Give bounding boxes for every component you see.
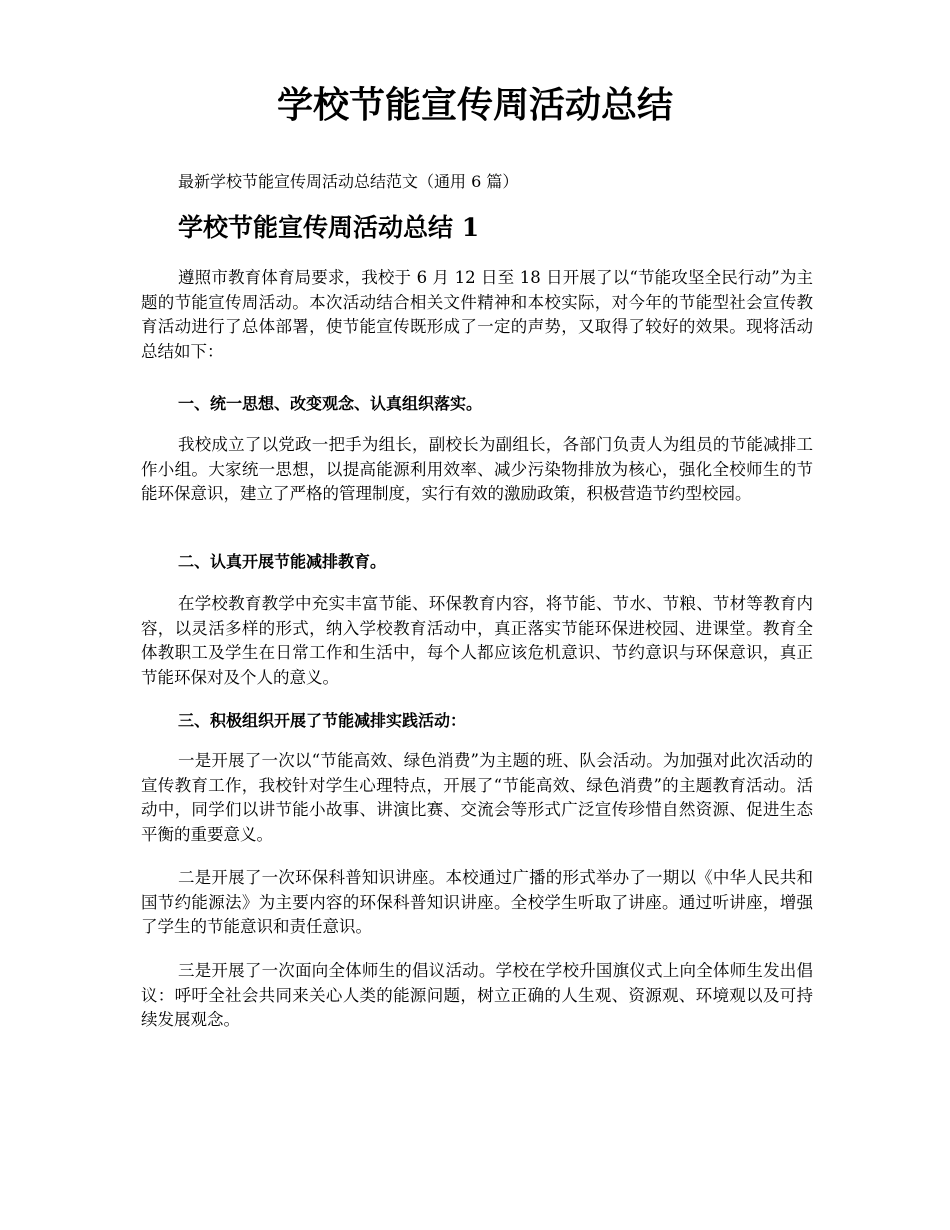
document-title: 学校节能宣传周活动总结 — [276, 84, 673, 126]
paragraph-3: 一是开展了一次以“节能高效、绿色消费”为主题的班、队会活动。为加强对此次活动的宣传教育工作，我校针对学生心理特点，开展了“节能高效、绿色消费”的主题教育活动。活动中，同学们以讲节能小故事、讲演比赛、交流会等形式广泛宣传珍惜自然资源、促进生态平衡的重要意义。 — [141, 751, 813, 844]
subheading-3: 三、积极组织开展了节能减排实践活动： — [178, 711, 467, 730]
paragraph-2: 在学校教育教学中充实丰富节能、环保教育内容，将节能、节水、节粮、节材等教育内容，以灵活多样的形式，纳入学校教育活动中，真正落实节能环保进校园、进课堂。教育全体教职工及学生在日常工作和生活中，每个人都应该危机意识、节约意识与环保意识，真正节能环保对及个人的意义。 — [141, 594, 813, 687]
intro-paragraph: 遵照市教育体育局要求，我校于 6 月 12 日至 18 日开展了以“节能攻坚全民行动”为主题的节能宣传周活动。本次活动结合相关文件精神和本校实际，对今年的节能型社会宣传教育活动进行了总体部署，使节能宣传既形成了一定的声势，又取得了较好的效果。现将活动总结如下： — [141, 268, 813, 361]
paragraph-4: 二是开展了一次环保科普知识讲座。本校通过广播的形式举办了一期以《中华人民共和国节约能源法》为主要内容的环保科普知识讲座。全校学生听取了讲座。通过听讲座，增强了学生的节能意识和责任意识。 — [141, 868, 813, 936]
document-subtitle: 最新学校节能宣传周活动总结范文（通用 6 篇） — [178, 172, 519, 191]
subheading-1: 一、统一思想、改变观念、认真组织落实。 — [178, 394, 483, 413]
paragraph-1: 我校成立了以党政一把手为组长，副校长为副组长，各部门负责人为组员的节能减排工作小组。大家统一思想，以提高能源利用效率、减少污染物排放为核心，强化全校师生的节能环保意识，建立了严格的管理制度，实行有效的激励政策，积极营造节约型校园。 — [141, 435, 813, 503]
paragraph-5: 三是开展了一次面向全体师生的倡议活动。学校在学校升国旗仪式上向全体师生发出倡议：呼吁全社会共同来关心人类的能源问题，树立正确的人生观、资源观、环境观以及可持续发展观念。 — [141, 961, 813, 1029]
subheading-2: 二、认真开展节能减排教育。 — [178, 552, 387, 571]
section-heading: 学校节能宣传周活动总结 1 — [178, 213, 480, 242]
